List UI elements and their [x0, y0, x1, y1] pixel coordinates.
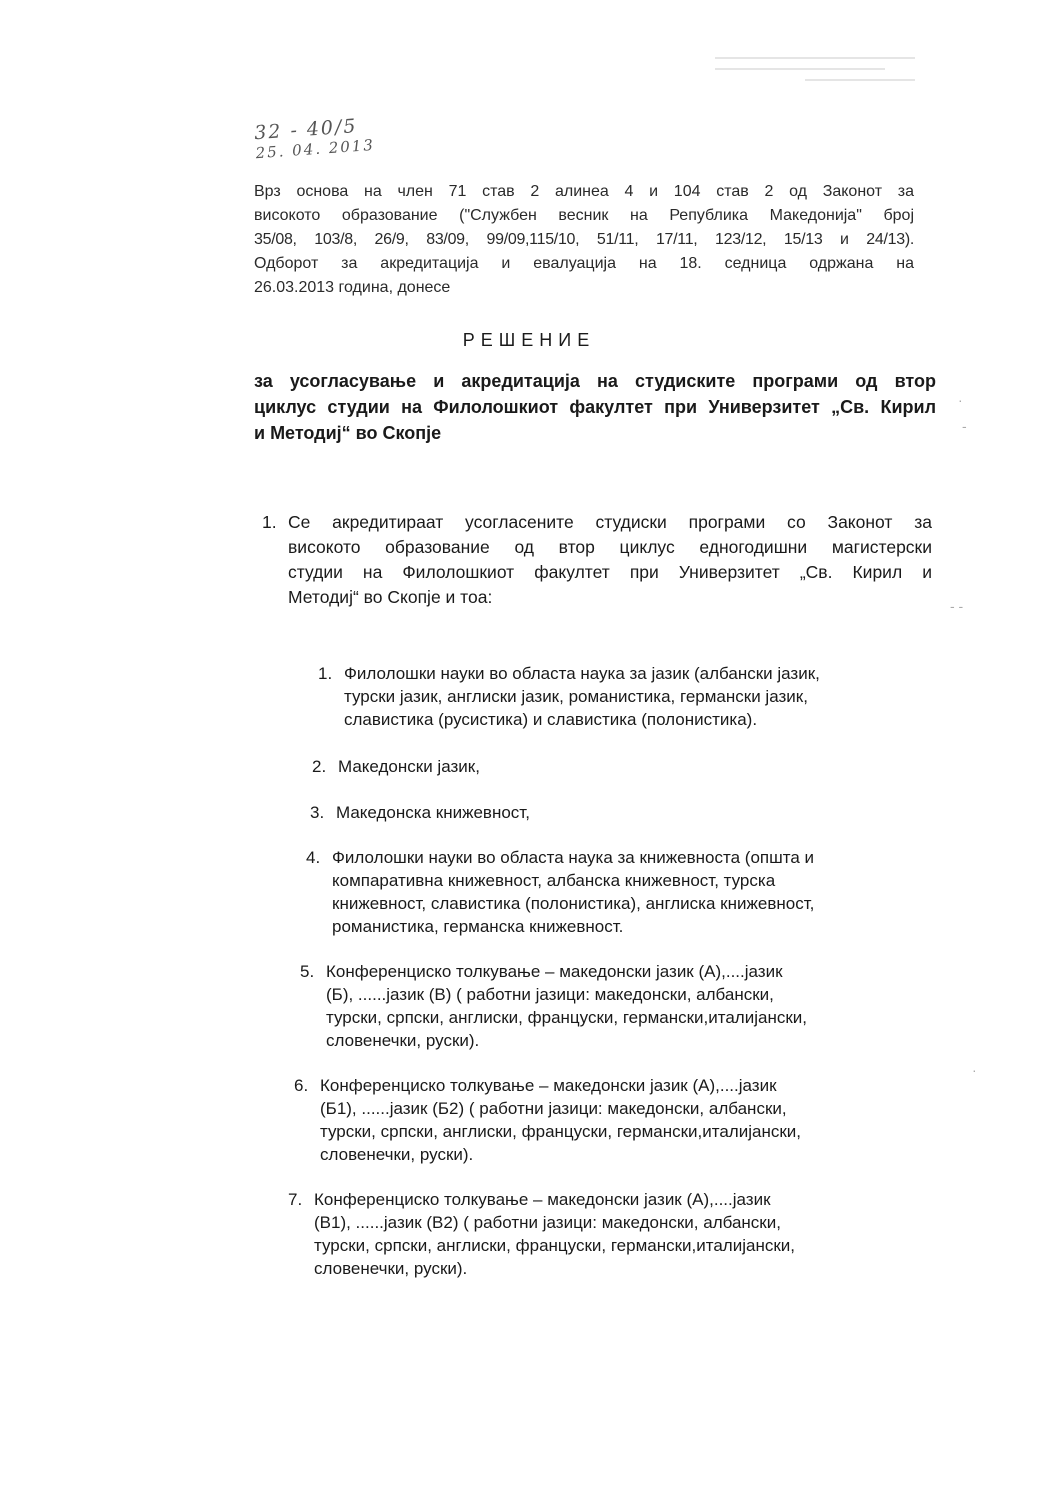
program-line: турски, српски, англиски, француски, германски,италијански,	[326, 1008, 807, 1027]
program-line: Македонска книжевност,	[336, 803, 530, 822]
point-line: високото образование од втор циклус едногодишни магистерски	[288, 537, 932, 557]
point-number: 1.	[262, 512, 277, 532]
program-number: 3.	[310, 803, 325, 822]
program-item-4	[306, 846, 896, 938]
program-number: 5.	[300, 962, 315, 981]
program-line: турски јазик, англиски јазик, романистика, германски јазик,	[344, 687, 808, 706]
scan-speck: - -	[950, 598, 964, 614]
handwritten-registration-number	[254, 113, 407, 169]
faint-stamp-mark	[715, 48, 945, 108]
program-line: Конференциско толкување – македонски јазик (А),....јазик	[314, 1190, 771, 1209]
preamble-line: високото образование ("Службен весник на Република Македонија" број	[254, 207, 914, 224]
preamble-line: Врз основа на член 71 став 2 алинеа 4 и 104 став 2 од Законот за	[254, 183, 914, 200]
program-line: компаративна книжевност, албанска книжевност, турска	[332, 871, 776, 890]
program-line: Македонски јазик,	[338, 757, 480, 776]
program-line: романистика, германска книжевност.	[332, 917, 624, 936]
decision-point-1	[262, 510, 932, 610]
program-line: Конференциско толкување – македонски јазик (А),....јазик	[320, 1076, 777, 1095]
decision-title: РЕШЕНИЕ	[462, 330, 596, 350]
program-line: (Б), ......јазик (В) ( работни јазици: македонски, албански,	[326, 985, 774, 1004]
handwritten-date: 25. 04. 2013	[255, 135, 376, 163]
handwritten-number: 32 - 40/5	[253, 115, 359, 145]
subject-line: циклус студии на Филолошкиот факултет при Универзитет „Св. Кирил	[254, 397, 936, 417]
scan-speck: ·	[958, 392, 963, 408]
program-line: словенечки, руски).	[326, 1031, 480, 1050]
preamble-line: Одборот за акредитација и евалуација на 18. седница одржана на	[254, 255, 914, 272]
program-number: 6.	[294, 1076, 309, 1095]
program-line: словенечки, руски).	[314, 1259, 468, 1278]
program-line: славистика (русистика) и славистика (полонистика).	[344, 710, 758, 729]
program-line: Конференциско толкување – македонски јазик (А),....јазик	[326, 962, 783, 981]
program-item-7	[288, 1188, 878, 1280]
program-item-1	[318, 662, 898, 731]
decision-subject	[254, 368, 936, 446]
subject-line: за усогласување и акредитација на студиските програми од втор	[254, 371, 936, 391]
program-item-2	[312, 755, 892, 778]
program-number: 4.	[306, 848, 321, 867]
preamble-line: 35/08, 103/8, 26/9, 83/09, 99/09,115/10, 51/11, 17/11, 123/12, 15/13 и 24/13).	[254, 231, 914, 248]
program-line: Филолошки науки во областа наука за книжевноста (општа и	[332, 848, 815, 867]
point-line: Се акредитираат усогласените студиски програми со Законот за	[288, 512, 932, 532]
program-number: 1.	[318, 664, 333, 683]
scan-speck: -	[962, 418, 967, 434]
program-item-3	[310, 801, 890, 824]
program-line: турски, српски, англиски, француски, германски,италијански,	[320, 1122, 801, 1141]
program-line: турски, српски, англиски, француски, германски,италијански,	[314, 1236, 795, 1255]
program-line: книжевност, славистика (полонистика), англиска книжевност,	[332, 894, 815, 913]
preamble-paragraph	[254, 180, 914, 300]
program-line: словенечки, руски).	[320, 1145, 474, 1164]
program-number: 2.	[312, 757, 327, 776]
program-line: Филолошки науки во областа наука за јазик (албански јазик,	[344, 664, 820, 683]
point-line: студии на Филолошкиот факултет при Универзитет „Св. Кирил и	[288, 562, 932, 582]
subject-line: и Методиј“ во Скопје	[254, 423, 442, 443]
preamble-line: 26.03.2013 година, донесе	[254, 279, 451, 296]
point-line: Методиј“ во Скопје и тоа:	[288, 587, 493, 607]
program-number: 7.	[288, 1190, 303, 1209]
program-item-5	[300, 960, 890, 1052]
program-line: (Б1), ......јазик (Б2) ( работни јазици: македонски, албански,	[320, 1099, 787, 1118]
program-item-6	[294, 1074, 884, 1166]
program-line: (В1), ......јазик (В2) ( работни јазици: македонски, албански,	[314, 1213, 781, 1232]
scan-speck: ·	[972, 1062, 977, 1078]
